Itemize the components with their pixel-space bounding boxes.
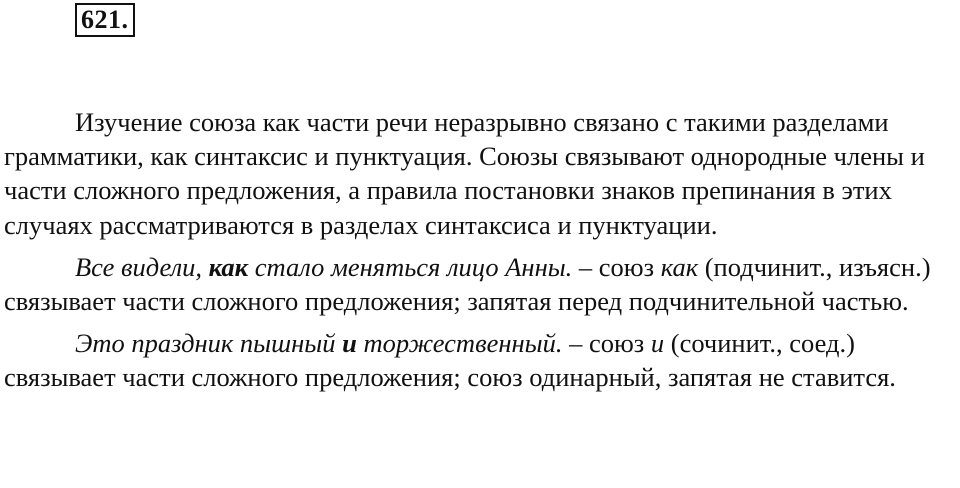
exercise-text <box>4 105 956 395</box>
example-explanation: (подчинит., изъясн.) связывает части сложного предложения; запятая перед подчинительной частью. <box>4 251 931 317</box>
example-sentence-end: торжественный <box>356 328 556 359</box>
exercise-number-box <box>75 3 135 37</box>
example-conjunction-highlight: и <box>342 328 357 359</box>
intro-paragraph: Изучение союза как части речи неразрывно связано с такими разделами грамматики, как синтаксис и пунктуация. Союзы связывают однородные члены и части сложного предложения, а правила постановки знаков препинания в этих случаях рассматриваются в разделах синтаксиса и пунктуации. <box>4 107 925 240</box>
exercise-number-dot: . <box>121 5 129 34</box>
example-paragraph-1 <box>4 250 956 318</box>
example-conjunction-name: и <box>650 328 665 359</box>
example-conjunction-highlight: как <box>208 251 249 282</box>
example-paragraph-2 <box>4 326 956 394</box>
example-sentence-period: . <box>555 328 563 359</box>
example-sentence-end: стало меняться лицо Анны <box>248 251 566 282</box>
example-dash: – союз <box>562 328 651 359</box>
example-sentence-period: . <box>565 251 573 282</box>
example-dash: – союз <box>572 251 661 282</box>
exercise-number: 621 <box>81 5 122 34</box>
example-conjunction-name: как <box>660 251 699 282</box>
example-sentence-start: Это праздник пышный <box>75 328 343 359</box>
example-explanation: (сочинит., соед.) связывает части сложного предложения; союз одинарный, запятая не ставится. <box>4 328 896 393</box>
example-sentence-start: Все видели, <box>75 251 209 282</box>
